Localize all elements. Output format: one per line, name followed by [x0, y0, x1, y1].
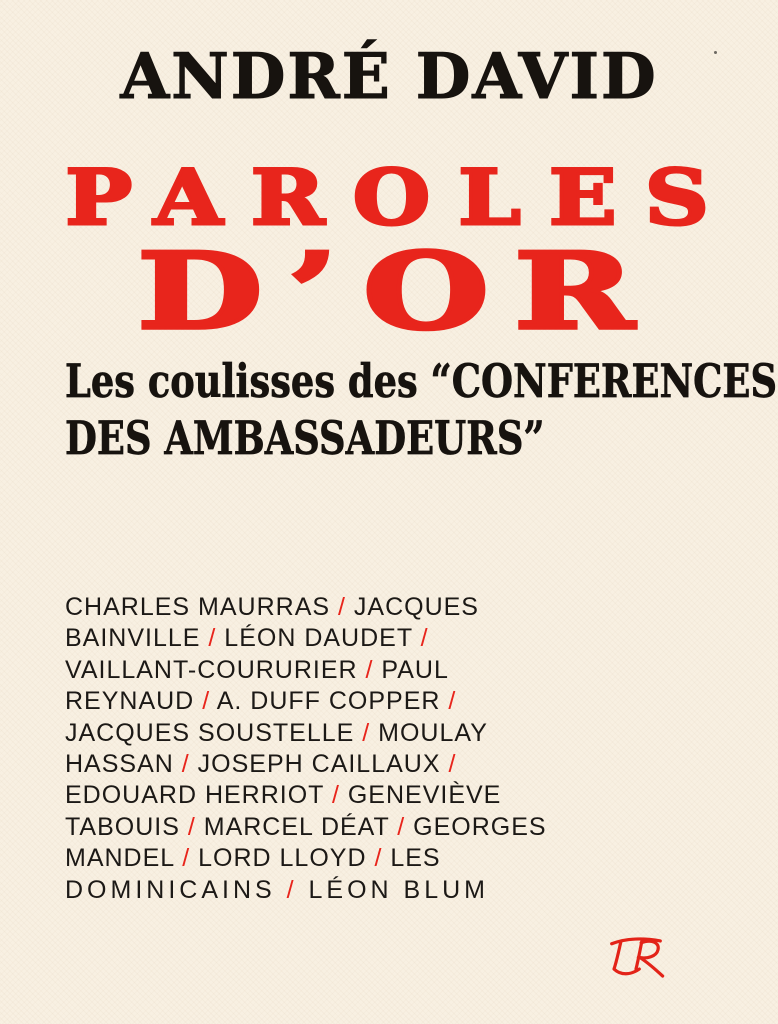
names-line: MANDEL / LORD LLOYD / LES	[65, 844, 441, 873]
title-line-1-wrap	[0, 153, 778, 242]
names-line: TABOUIS / MARCEL DÉAT / GEORGES	[65, 812, 547, 841]
separator-slash: /	[286, 875, 298, 904]
names-line: DOMINICAINS / LÉON BLUM	[65, 875, 490, 904]
names-line: VAILLANT-COURURIER / PAUL	[65, 655, 449, 684]
title-line-2-wrap	[0, 229, 778, 353]
separator-slash: /	[420, 624, 429, 653]
separator-slash: /	[338, 593, 346, 621]
separator-slash: /	[208, 624, 217, 653]
names-line: HASSAN / JOSEPH CAILLAUX /	[65, 750, 457, 779]
names-line: JACQUES SOUSTELLE / MOULAY	[65, 718, 488, 747]
separator-slash: /	[182, 844, 191, 873]
names-line: REYNAUD / A. DUFF COPPER /	[65, 687, 457, 716]
publisher-monogram-icon	[607, 931, 665, 979]
subtitle-line-2: DES AMBASSADEURS”	[65, 411, 545, 465]
paper-speck	[714, 51, 717, 54]
separator-slash: /	[448, 687, 457, 716]
title-dor: D’OR	[136, 229, 660, 353]
names-line: EDOUARD HERRIOT / GENEVIÈVE	[65, 781, 502, 810]
separator-slash: /	[331, 781, 340, 810]
names-line: BAINVILLE / LÉON DAUDET /	[65, 624, 429, 653]
separator-slash: /	[181, 750, 190, 779]
separator-slash: /	[362, 718, 371, 747]
separator-slash: /	[448, 750, 457, 779]
names-list	[65, 592, 662, 906]
subtitle-line-1: Les coulisses des “CONFERENCES	[65, 354, 778, 408]
separator-slash: /	[202, 687, 211, 716]
separator-slash: /	[365, 655, 374, 684]
separator-slash: /	[374, 844, 383, 873]
separator-slash: /	[397, 812, 406, 841]
names-line: CHARLES MAURRAS / JACQUES	[65, 593, 479, 621]
author-name: ANDRÉ DAVID	[120, 39, 658, 113]
title-paroles: PAROLES	[65, 153, 737, 242]
subtitle	[65, 353, 777, 467]
separator-slash: /	[187, 812, 196, 841]
